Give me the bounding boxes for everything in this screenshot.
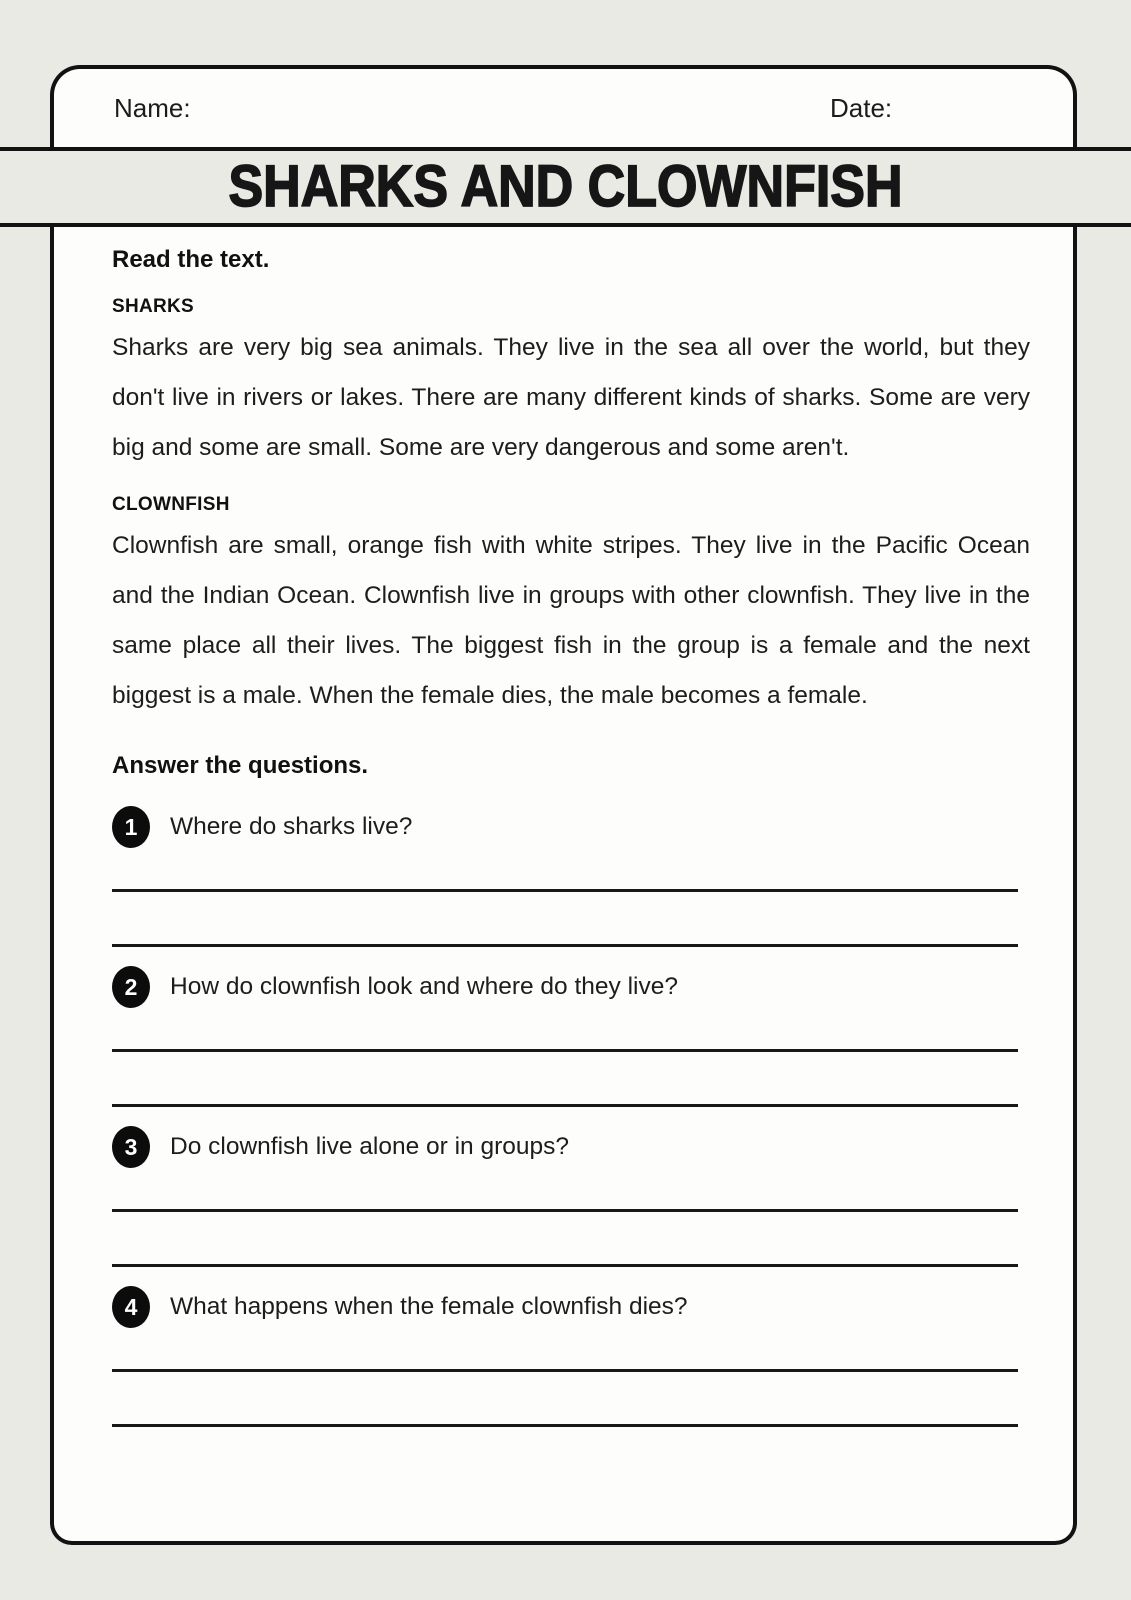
question-text: Where do sharks live?	[170, 813, 413, 840]
clownfish-paragraph: Clownfish are small, orange fish with white stripes. They live in the Pacific Ocean and the Indian Ocean. Clownfish live in groups with other clownfish. They live in the same place all their lives. The biggest fish in the group is a female and the next biggest is a male. When the female dies, the male becomes a female.	[112, 532, 1030, 709]
answer-line	[112, 1424, 1018, 1427]
answer-line	[112, 889, 1018, 892]
question-block-2	[112, 965, 1030, 1107]
read-instruction: Read the text.	[112, 246, 270, 273]
name-date-box	[50, 65, 1077, 147]
name-label: Name:	[114, 92, 191, 123]
question-row-2	[112, 965, 1030, 1009]
question-row-4	[112, 1285, 1030, 1329]
question-block-3	[112, 1125, 1030, 1267]
question-number-badge: 2	[112, 966, 150, 1008]
date-label: Date:	[830, 92, 893, 123]
question-number-badge: 4	[112, 1286, 150, 1328]
answer-instruction: Answer the questions.	[112, 752, 369, 779]
answer-line	[112, 1369, 1018, 1372]
worksheet-title: SHARKS AND CLOWNFISH	[228, 154, 903, 220]
title-banner	[0, 147, 1131, 227]
worksheet-body	[50, 227, 1077, 1545]
answer-line	[112, 1049, 1018, 1052]
question-block-1	[112, 805, 1030, 947]
answer-line	[112, 944, 1018, 947]
answer-line	[112, 1264, 1018, 1267]
question-text: How do clownfish look and where do they live?	[170, 973, 678, 1000]
question-text: Do clownfish live alone or in groups?	[170, 1133, 570, 1160]
question-row-3	[112, 1125, 1030, 1169]
section-heading-sharks: SHARKS	[112, 296, 195, 317]
section-heading-clownfish: CLOWNFISH	[112, 494, 230, 515]
answer-line	[112, 1104, 1018, 1107]
question-block-4	[112, 1285, 1030, 1427]
question-text: What happens when the female clownfish dies?	[170, 1293, 688, 1320]
question-row-1	[112, 805, 1030, 849]
sharks-paragraph: Sharks are very big sea animals. They live in the sea all over the world, but they don't live in rivers or lakes. There are many different kinds of sharks. Some are very big and some are small. Some are very dangerous and some aren't.	[112, 334, 1030, 461]
answer-line	[112, 1209, 1018, 1212]
question-number-badge: 1	[112, 806, 150, 848]
question-number-badge: 3	[112, 1126, 150, 1168]
